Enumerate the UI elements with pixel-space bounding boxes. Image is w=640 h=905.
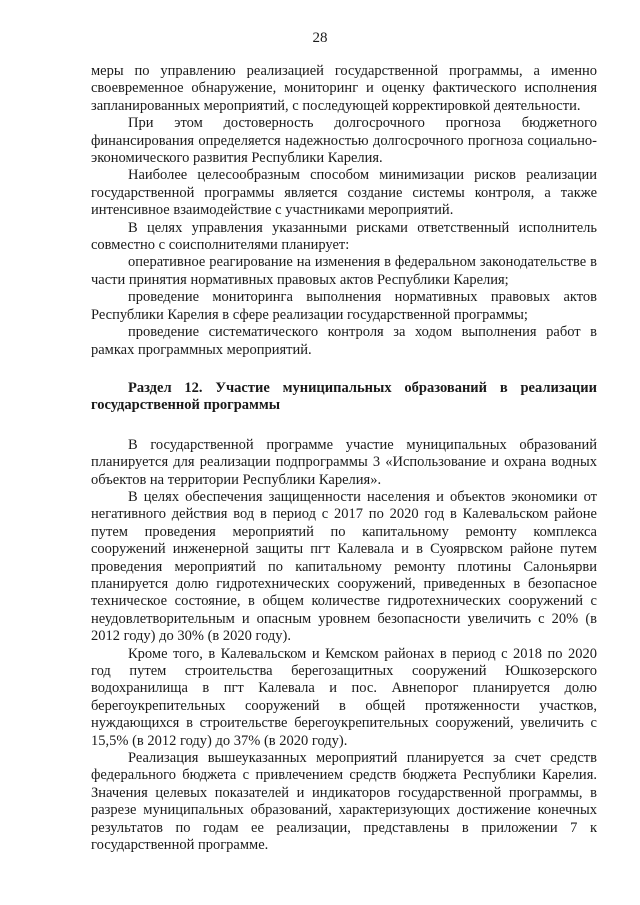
document-body [91,63,597,854]
paragraph: оперативное реагирование на изменения в федеральном законодательстве в части принятия нормативных правовых актов Республики Карелия; [91,254,597,288]
paragraph: Кроме того, в Калевальском и Кемском районах в период с 2018 по 2020 год путем строительства берегозащитных сооружений Юшкозерского водохранилища в пгт Калевала и пос. Авнепорог планируется долю берегоукрепительных сооружений в общей протяженности участков, нуждающихся в строительстве берегоукрепительных сооружений, увеличить с 15,5% (в 2012 году) до 37% (в 2020 году). [91,645,597,749]
section-heading: Раздел 12. Участие муниципальных образований в реализации государственной программы [91,379,597,414]
paragraph: При этом достоверность долгосрочного прогноза бюджетного финансирования определяется надежностью долгосрочного прогноза социально-экономического развития Республики Карелия. [91,115,597,167]
paragraph: Наиболее целесообразным способом минимизации рисков реализации государственной программы является создание системы контроля, а также интенсивное взаимодействие с участниками мероприятий. [91,167,597,219]
paragraph: В целях обеспечения защищенности населения и объектов экономики от негативного действия вод в период с 2017 по 2020 год в Калевальском районе путем проведения мероприятий по капитальному ремонту комплекса сооружений инженерной защиты пгт Калевала и в Суоярвском районе путем проведения мероприятий по капитальному ремонту плотины Салоньярви планируется долю гидротехнических сооружений, приведенных в безопасное техническое состояние, в общем количестве гидротехнических сооружений с неудовлетворительным и опасным уровнем безопасности увеличить с 20% (в 2012 году) до 30% (в 2020 году). [91,488,597,645]
page-number: 28 [312,30,328,46]
paragraph: В государственной программе участие муниципальных образований планируется для реализации подпрограммы 3 «Использование и охрана водных объектов на территории Республики Карелия». [91,436,597,488]
paragraph: проведение систематического контроля за ходом выполнения работ в рамках программных мероприятий. [91,324,597,358]
paragraph: проведение мониторинга выполнения нормативных правовых актов Республики Карелия в сфере реализации государственной программы; [91,289,597,323]
paragraph: меры по управлению реализацией государственной программы, а именно своевременное обнаружение, мониторинг и оценку фактического исполнения запланированных мероприятий, с последующей корректировкой деятельности. [91,63,597,114]
paragraph: Реализация вышеуказанных мероприятий планируется за счет средств федерального бюджета с привлечением средств бюджета Республики Карелия. Значения целевых показателей и индикаторов государственной программы, в разрезе муниципальных образований, характеризующих достижение конечных результатов по годам ее реализации, представлены в приложении 7 к государственной программе. [91,750,597,854]
paragraph: В целях управления указанными рисками ответственный исполнитель совместно с соисполнителями планирует: [91,219,597,254]
